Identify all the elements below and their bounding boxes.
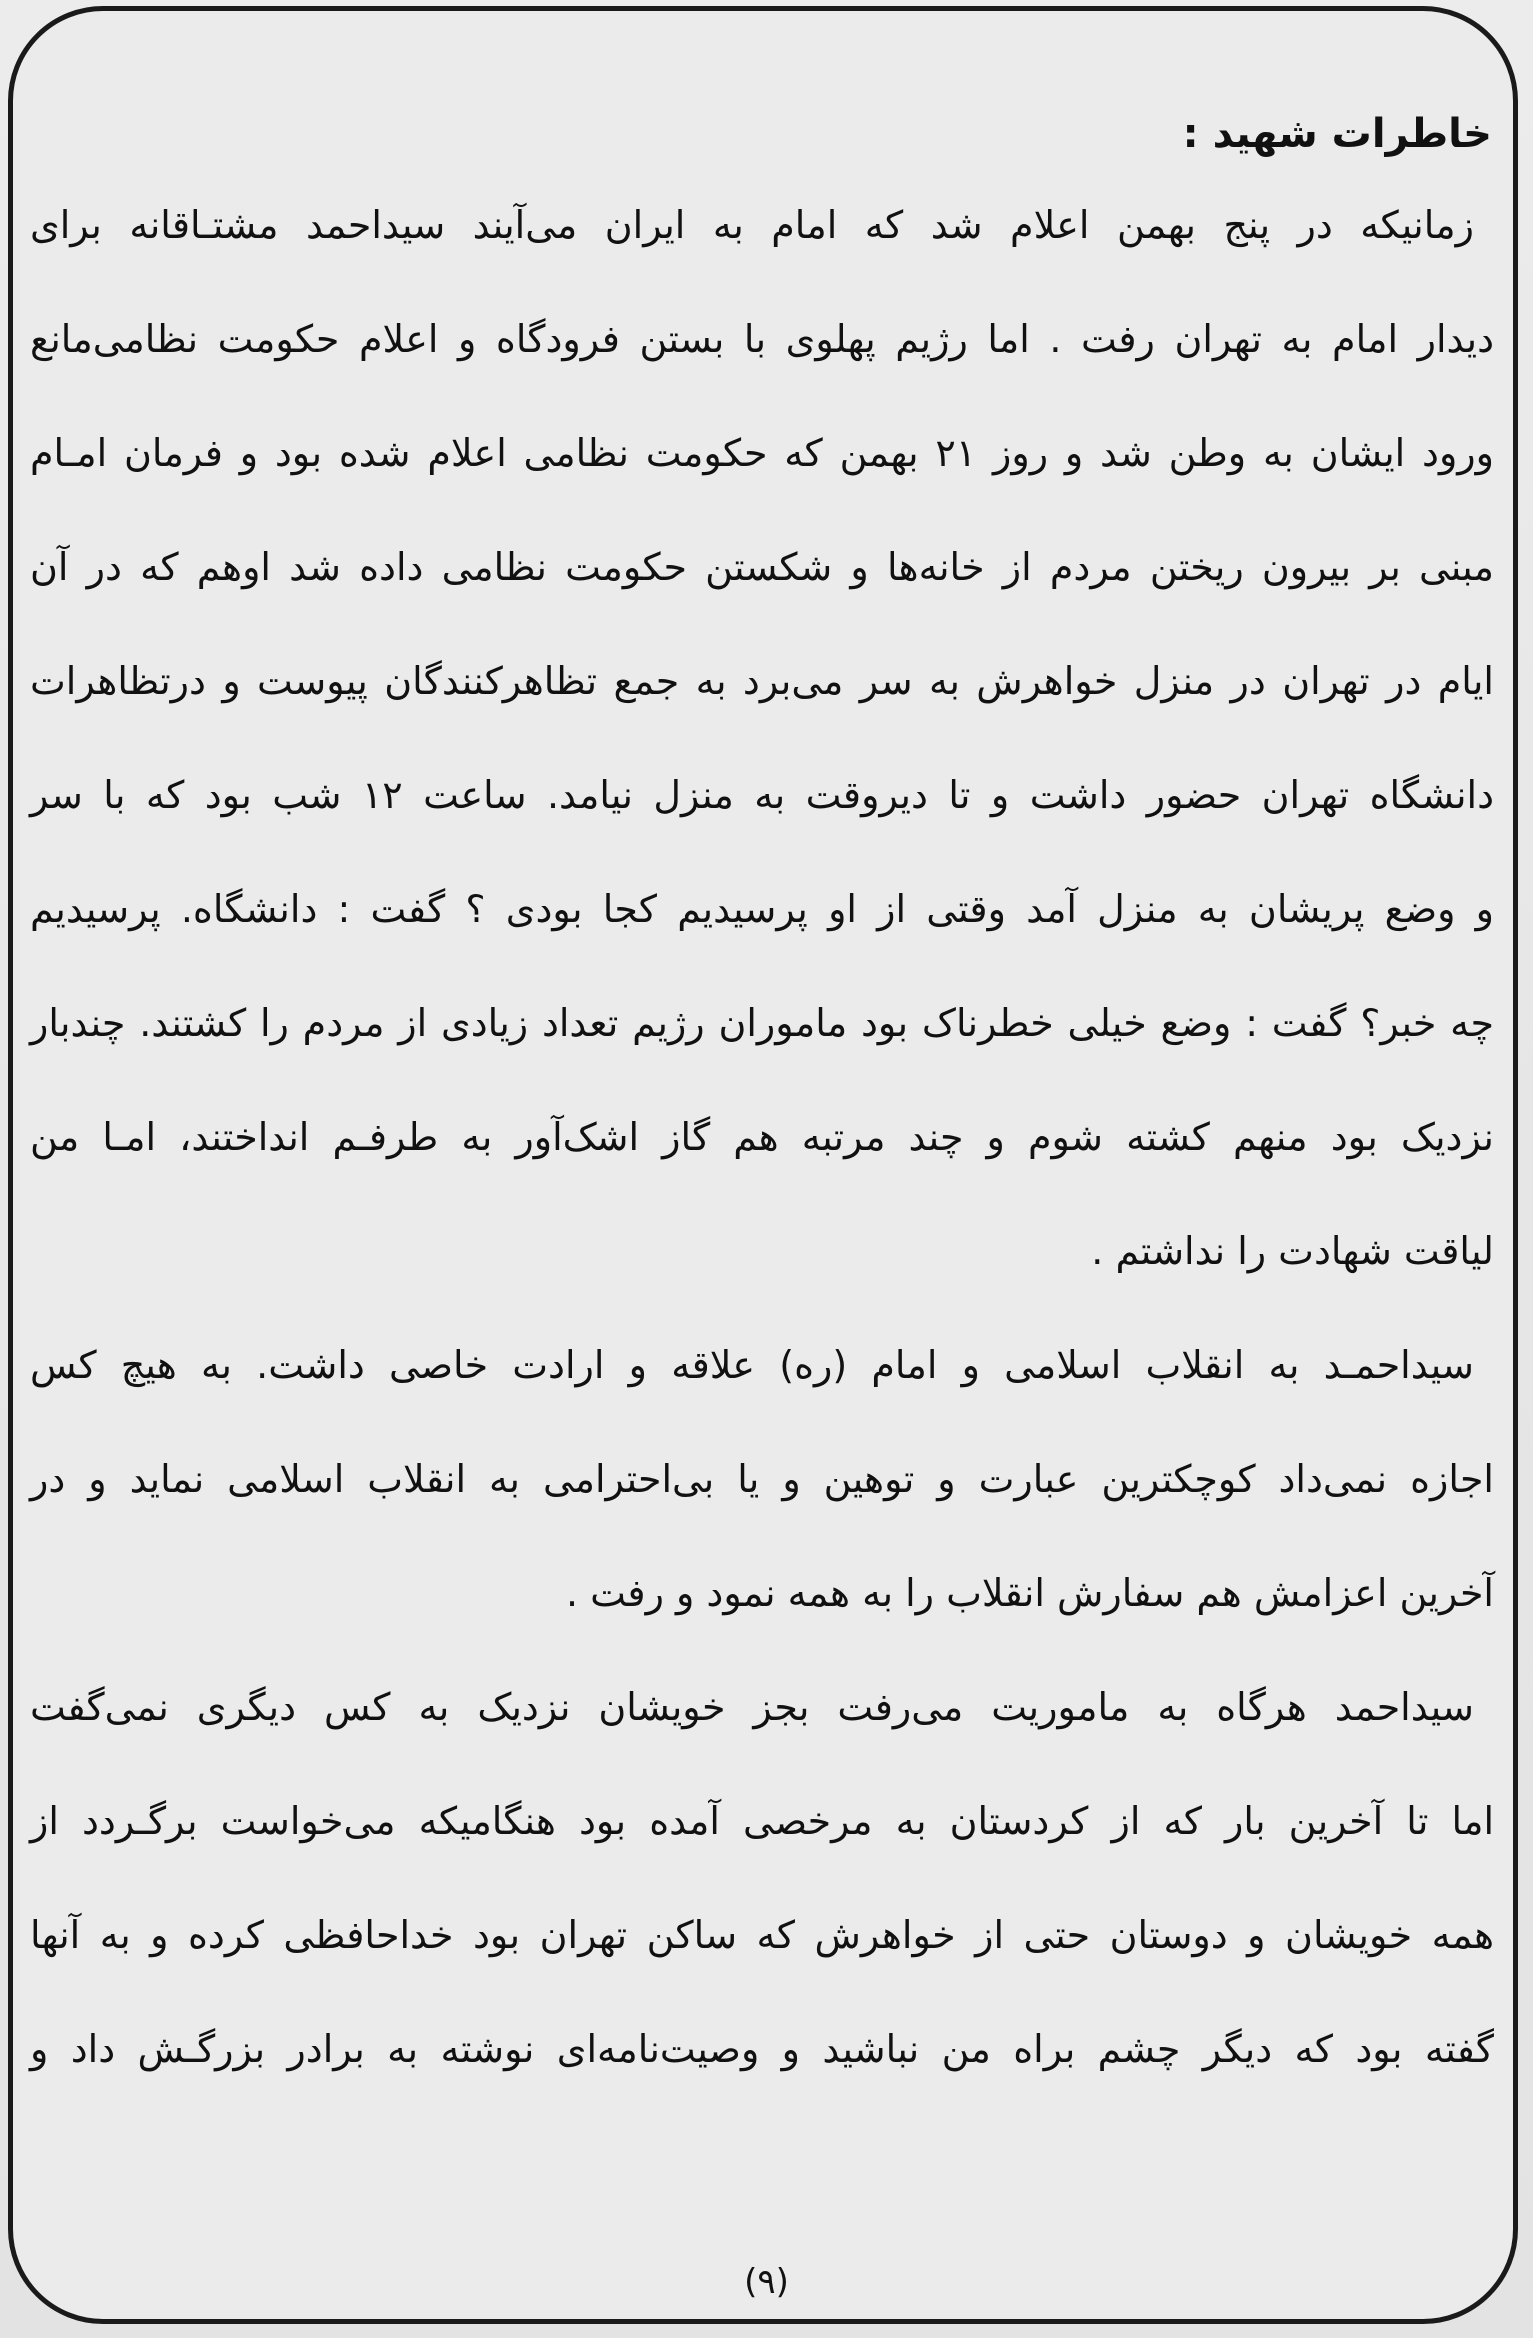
text-line: آخرین اعزامش هم سفارش انقلاب را به همه نمود و رفت . bbox=[565, 1571, 1494, 1615]
paragraph-1 bbox=[22, 168, 1502, 1308]
text-line: و وضع پریشان به منزل آمد وقتی از او پرسیدیم کجا بودی ؟ گفت : دانشگاه. پرسیدیم bbox=[30, 887, 1494, 931]
text-line: سیداحمـد به انقلاب اسلامی و امام (ره) علاقه و ارادت خاصی داشت. به هیچ کس bbox=[30, 1343, 1474, 1387]
text-line: زمانیکه در پنج بهمن اعلام شد که امام به ایران می‌آیند سیداحمد مشتـاقانه برای bbox=[30, 203, 1474, 247]
text-line: نزدیک بود منهم کشته شوم و چند مرتبه هم گاز اشک‌آور به طرفـم انداختند، امـا من bbox=[30, 1115, 1494, 1159]
text-line: ورود ایشان به وطن شد و روز ۲۱ بهمن که حکومت نظامی اعلام شده بود و فرمان امـام bbox=[30, 431, 1494, 475]
text-line: ایام در تهران در منزل خواهرش به سر می‌برد به جمع تظاهرکنندگان پیوست و درتظاهرات bbox=[30, 659, 1494, 703]
text-line: اما تا آخرین بار که از کردستان به مرخصی آمده بود هنگامیکه می‌خواست برگـردد از bbox=[30, 1799, 1494, 1843]
text-line: سیداحمد هرگاه به ماموریت می‌رفت بجز خویشان نزدیک به کس دیگری نمی‌گفت bbox=[30, 1685, 1474, 1729]
text-line: مبنی بر بیرون ریختن مردم از خانه‌ها و شکستن حکومت نظامی داده شد اوهم که در آن bbox=[30, 545, 1494, 589]
text-line: چه خبر؟ گفت : وضع خیلی خطرناک بود ماموران رژیم تعداد زیادی از مردم را کشتند. چندبار bbox=[30, 1001, 1494, 1045]
text-line: اجازه نمی‌داد کوچکترین عبارت و توهین و یا بی‌احترامی به انقلاب اسلامی نماید و در bbox=[30, 1457, 1494, 1501]
text-line: گفته بود که دیگر چشم براه من نباشید و وصیت‌نامه‌ای نوشته به برادر بزرگـش داد و bbox=[30, 2027, 1494, 2071]
document-body bbox=[22, 100, 1502, 2106]
text-line: دانشگاه تهران حضور داشت و تا دیروقت به منزل نیامد. ساعت ۱۲ شب بود که با سر bbox=[30, 773, 1494, 817]
text-line: دیدار امام به تهران رفت . اما رژیم پهلوی با بستن فرودگاه و اعلام حکومت نظامی‌مانع bbox=[30, 317, 1494, 361]
paragraph-2 bbox=[22, 1308, 1502, 1650]
page-number: (۹) bbox=[744, 2262, 789, 2302]
paragraph-3 bbox=[22, 1650, 1502, 2106]
section-title: خاطرات شهید : bbox=[1182, 111, 1492, 157]
text-line: لیاقت شهادت را نداشتم . bbox=[1091, 1229, 1494, 1273]
text-line: همه خویشان و دوستان حتی از خواهرش که ساکن تهران بود خداحافظی کرده و به آنها bbox=[30, 1913, 1494, 1957]
